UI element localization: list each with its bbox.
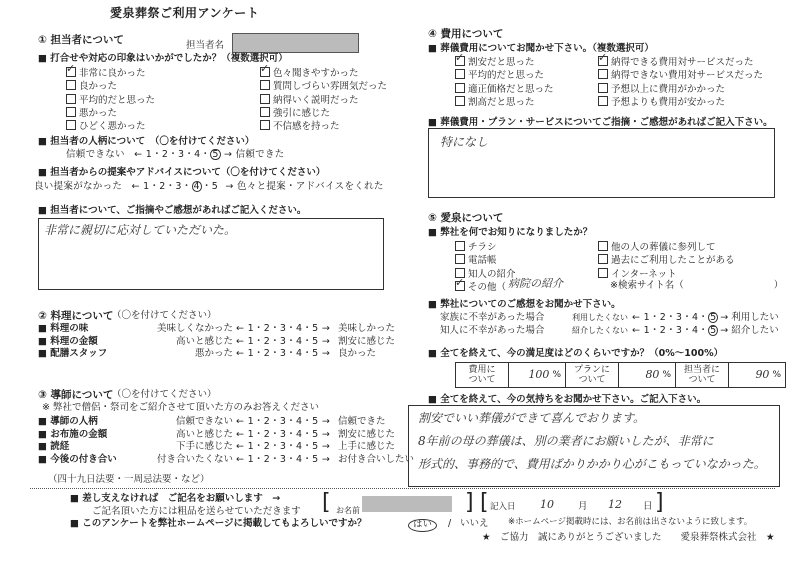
date-day-unit: 日 xyxy=(643,501,653,512)
priest-right-label: 割安に感じた xyxy=(338,428,396,440)
source-option[interactable] xyxy=(598,241,735,254)
recommend-row xyxy=(440,325,779,338)
search-site-close: ） xyxy=(773,280,784,291)
name-label: お名前 xyxy=(336,506,360,515)
food-label: ■ 料理の味 xyxy=(38,323,89,334)
cost-option[interactable] xyxy=(455,83,554,96)
priest-rows xyxy=(38,416,415,467)
source-option[interactable] xyxy=(455,254,516,267)
publish-no-option[interactable]: いいえ xyxy=(460,518,489,529)
checkbox[interactable] xyxy=(455,83,465,93)
food-right-label: 美味しかった xyxy=(338,323,396,334)
checkbox[interactable] xyxy=(598,268,608,278)
cost-option[interactable] xyxy=(455,69,554,82)
checkbox[interactable] xyxy=(260,80,270,90)
impressions-right-list xyxy=(260,67,387,133)
impression-option[interactable] xyxy=(260,80,387,93)
impression-option-label: 非常に良かった xyxy=(79,68,146,79)
cost-option-label: 割安だと思った xyxy=(468,57,535,68)
checkbox[interactable] xyxy=(598,254,608,264)
proposal-scale-post: ・5 xyxy=(201,181,219,192)
priest-label: ■ 読経 xyxy=(38,441,70,452)
priest-scale[interactable]: ← 1・2・3・4・5 → xyxy=(236,453,331,465)
satisfaction-label: 担当者に ついて xyxy=(676,363,729,387)
how-left-list xyxy=(455,241,516,294)
cost-option[interactable] xyxy=(598,69,763,82)
impression-option[interactable] xyxy=(260,107,387,120)
checkbox[interactable] xyxy=(66,94,76,104)
publish-yes-option[interactable]: はい xyxy=(408,519,437,532)
checkbox[interactable] xyxy=(455,254,465,264)
priest-label: ■ お布施の金額 xyxy=(38,428,108,440)
source-option-label: チラシ xyxy=(468,242,497,253)
satisfaction-value-cell xyxy=(619,363,676,387)
priest-right-label: 上手に感じた xyxy=(338,441,396,452)
priest-left-label: 信頼できない xyxy=(175,416,233,427)
priest-sub-note: （四十九日法要・一周忌法要・など） xyxy=(48,474,210,485)
cost-option[interactable] xyxy=(455,56,554,69)
checkbox[interactable] xyxy=(455,56,465,66)
priest-hint: （〇を付けてください） xyxy=(112,389,217,400)
recommend-circled-value[interactable]: 5 xyxy=(710,324,717,336)
source-option-label: 電話帳 xyxy=(468,255,497,267)
checkbox[interactable] xyxy=(598,56,608,66)
cost-option[interactable] xyxy=(598,96,763,109)
checkbox[interactable] xyxy=(66,107,76,117)
priest-row xyxy=(38,442,398,455)
publish-note: ※ホームページ掲載時には、お名前は出さないように致します。 xyxy=(508,517,753,527)
checkbox[interactable] xyxy=(598,96,608,106)
food-row xyxy=(38,349,398,362)
priest-row xyxy=(38,417,398,430)
impressions-left-list xyxy=(66,67,155,133)
recommend-rows xyxy=(440,312,779,337)
satisfaction-value-cell xyxy=(509,363,566,387)
final-feelings-line-3: 形式的、事務的で、費用ばかりかかり心がこもっていなかった。 xyxy=(418,457,766,471)
page-title: 愛泉葬祭ご利用アンケート xyxy=(110,6,260,20)
checkbox[interactable] xyxy=(598,83,608,93)
food-left-label: 高いと感じた xyxy=(175,335,233,347)
food-right-label: 良かった xyxy=(338,348,377,359)
impression-option-label: 強引に感じた xyxy=(273,107,331,119)
date-bracket-left: [ xyxy=(480,490,489,515)
impression-option[interactable] xyxy=(260,120,387,133)
search-site-label xyxy=(610,281,783,292)
section-cost-header: ④ 費用について xyxy=(428,28,504,40)
checkbox[interactable] xyxy=(66,67,76,77)
staff-name-label: 担当者名 xyxy=(186,40,225,51)
checkbox[interactable] xyxy=(455,96,465,106)
section-priest-header: ③ 導師について xyxy=(38,389,114,401)
q-personality: ■ 担当者の人柄について （〇を付けてください） xyxy=(38,137,254,148)
source-option[interactable] xyxy=(598,268,735,281)
source-option-label: 知人の紹介 xyxy=(468,268,516,280)
search-site-text: ※検索サイト名（ xyxy=(610,280,684,291)
food-scale[interactable]: ← 1・2・3・4・5 → xyxy=(236,348,331,359)
food-scale[interactable]: ← 1・2・3・4・5 → xyxy=(236,323,331,334)
priest-right-label: お付き合いしたい xyxy=(338,453,415,465)
personality-circled-value[interactable]: 5 xyxy=(212,149,219,160)
cost-option[interactable] xyxy=(598,56,763,69)
impression-option[interactable] xyxy=(260,94,387,107)
recommend-label: 知人に不幸があった場合 xyxy=(440,324,545,336)
checkbox[interactable] xyxy=(66,80,76,90)
section-food-header: ② 料理について xyxy=(38,310,114,322)
cost-comment-handwriting: 特になし xyxy=(440,135,489,149)
cost-option-label: 予想よりも費用が安かった xyxy=(611,96,726,108)
date-label: 記入日 xyxy=(490,502,516,512)
cost-option-label: 適正価格だと思った xyxy=(468,83,554,95)
publish-slash: / xyxy=(448,518,452,529)
satisfaction-unit: % xyxy=(662,369,671,380)
impression-option-label: 良かった xyxy=(79,81,118,93)
impression-option[interactable] xyxy=(66,67,155,80)
priest-left-label: 下手に感じた xyxy=(175,441,233,452)
date-month-unit: 月 xyxy=(578,501,588,512)
impression-option-label: 不信感を持った xyxy=(273,121,340,133)
impression-option-label: 悪かった xyxy=(79,107,118,119)
recommend-right-label: → 利用したい xyxy=(720,312,779,323)
proposal-scale-pre: ← 1・2・3・ xyxy=(131,181,192,192)
checkbox[interactable] xyxy=(455,281,465,291)
source-option-label: 他の人の葬儀に参列して xyxy=(611,242,716,253)
priest-scale[interactable]: ← 1・2・3・4・5 → xyxy=(236,416,331,427)
impression-option[interactable] xyxy=(260,67,387,80)
satisfaction-table xyxy=(455,362,786,388)
proposal-circled-value[interactable]: 4 xyxy=(193,181,200,192)
food-label: ■ 料理の金額 xyxy=(38,335,98,347)
cost-option-label: 平均的だと思った xyxy=(468,70,545,82)
satisfaction-unit: % xyxy=(552,369,561,380)
q-publish: ■ このアンケートを弊社ホームページに掲載してもよろしいですか？ xyxy=(70,519,367,530)
satisfaction-label: 費用に ついて xyxy=(456,363,509,387)
proposal-scale xyxy=(34,181,384,193)
priest-row xyxy=(38,453,415,468)
impression-option[interactable] xyxy=(66,94,155,107)
name-bracket-left: [ xyxy=(322,490,331,515)
recommend-left-label: 紹介したくない xyxy=(572,325,628,335)
cost-option-label: 納得できない費用対サービスだった xyxy=(611,70,764,82)
food-left-label: 悪かった xyxy=(194,348,233,359)
satisfaction-value[interactable]: 90 xyxy=(755,367,770,381)
cost-option[interactable] xyxy=(598,83,763,96)
source-option[interactable] xyxy=(455,241,516,254)
checkbox[interactable] xyxy=(260,67,270,77)
food-left-label: 美味しくなかった xyxy=(156,323,233,334)
source-option[interactable] xyxy=(455,281,516,294)
food-rows xyxy=(38,324,398,362)
q-cost-comments: ■ 葬儀費用・プラン・サービスについてご指摘・ご感想があればご記入下さい。 xyxy=(428,118,773,129)
recommend-left-label: 利用したくない xyxy=(572,313,628,322)
priest-scale[interactable]: ← 1・2・3・4・5 → xyxy=(236,441,331,452)
q-recommend: ■ 弊社についてのご感想をお聞かせ下さい。 xyxy=(428,300,621,311)
priest-label: ■ 今後の付き合い xyxy=(38,453,117,465)
recommend-label: 家族に不幸があった場合 xyxy=(440,312,545,323)
impression-option-label: 平均的だと思った xyxy=(79,94,156,106)
recommend-scale: ← 1・2・3・4・ xyxy=(632,312,709,323)
personality-scale xyxy=(66,149,285,161)
cost-option-label: 納得できる費用対サービスだった xyxy=(611,57,754,68)
priest-note: ※ 弊社で僧侶・祭司をご紹介させて頂いた方のみお答えください xyxy=(42,402,319,413)
food-label: ■ 配膳スタッフ xyxy=(38,348,108,359)
checkbox[interactable] xyxy=(598,69,608,79)
final-feelings-line-2: 8年前の母の葬儀は、別の業者にお願いしたが、非常に xyxy=(418,434,714,448)
personality-left-label: 信頼できない xyxy=(66,149,125,160)
priest-label: ■ 導師の人柄 xyxy=(38,416,98,427)
date-bracket-right: ] xyxy=(655,490,664,515)
source-option-label: その他（ xyxy=(468,281,507,293)
recommend-scale: ← 1・2・3・4・ xyxy=(632,324,709,336)
q-name-sub: ご記名頂いた方には粗品を送らせていただきます xyxy=(92,506,301,517)
q-how-known: ■ 弊社を何でお知りになりましたか？ xyxy=(428,228,592,239)
q-impression: ■ 打合せや対応の印象はいかがでしたか？（複数選択可） xyxy=(38,54,288,65)
satisfaction-value-cell xyxy=(729,363,785,387)
food-scale[interactable]: ← 1・2・3・4・5 → xyxy=(236,335,331,347)
source-option-label: 過去にご利用したことがある xyxy=(611,255,735,267)
food-row xyxy=(38,324,398,337)
footer-divider xyxy=(30,488,775,489)
checkbox[interactable] xyxy=(260,94,270,104)
cost-left-list xyxy=(455,56,554,109)
impression-option[interactable] xyxy=(66,80,155,93)
proposal-right-label: → 色々と提案・アドバイスをくれた xyxy=(225,181,384,192)
food-hint: （〇を付けてください） xyxy=(112,310,217,321)
name-field[interactable] xyxy=(362,496,452,512)
priest-right-label: 信頼できた xyxy=(338,416,386,427)
cost-right-list xyxy=(598,56,763,109)
final-feelings-line-1: 割安でいい葬儀ができて喜んでおります。 xyxy=(418,411,646,425)
other-source-handwriting: 病院の紹介 xyxy=(508,277,563,290)
recommend-row xyxy=(440,312,779,325)
satisfaction-value[interactable]: 80 xyxy=(645,367,660,381)
date-day-value[interactable]: 12 xyxy=(608,498,622,511)
staff-name-field[interactable] xyxy=(232,33,359,53)
priest-left-label: 高いと感じた xyxy=(175,428,233,440)
section-staff-header: ① 担当者について xyxy=(38,34,124,46)
proposal-left-label: 良い提案がなかった xyxy=(34,181,123,192)
section-aisen-header: ⑤ 愛泉について xyxy=(428,212,504,224)
q-satisfaction: ■ 全てを終えて、今の満足度はどのくらいですか？（0%〜100%） xyxy=(428,349,723,360)
q-staff-comments: ■ 担当者について、ご指摘やご感想があればご記入ください。 xyxy=(38,206,306,217)
checkbox[interactable] xyxy=(455,241,465,251)
date-month-value[interactable]: 10 xyxy=(540,498,554,511)
priest-scale[interactable]: ← 1・2・3・4・5 → xyxy=(236,428,331,440)
cost-option[interactable] xyxy=(455,96,554,109)
impression-option[interactable] xyxy=(66,107,155,120)
satisfaction-value[interactable]: 100 xyxy=(528,367,550,381)
source-option[interactable] xyxy=(598,254,735,267)
priest-left-label: 付き合いたくない xyxy=(156,453,233,465)
checkbox[interactable] xyxy=(66,120,76,130)
satisfaction-label: プランに ついて xyxy=(566,363,619,387)
impression-option-label: ひどく悪かった xyxy=(79,121,146,133)
source-option-label: インターネット xyxy=(611,268,677,280)
personality-right-label: → 信頼できた xyxy=(224,149,285,160)
impression-option-label: 質問しづらい雰囲気だった xyxy=(273,81,388,93)
cost-option-label: 予想以上に費用がかかった xyxy=(611,83,726,95)
checkbox[interactable] xyxy=(455,69,465,79)
recommend-circled-value[interactable]: 5 xyxy=(710,312,717,323)
name-bracket-right: ] xyxy=(465,490,474,515)
satisfaction-unit: % xyxy=(772,369,781,380)
personality-scale-pre: ← 1・2・3・4・ xyxy=(134,149,211,160)
q-cost: ■ 葬儀費用についてお聞かせ下さい。（複数選択可） xyxy=(428,44,654,55)
checkbox[interactable] xyxy=(260,107,270,117)
food-right-label: 割安に感じた xyxy=(338,335,396,347)
q-final-feelings: ■ 全てを終えて、今の気持ちをお聞かせ下さい。ご記入下さい。 xyxy=(428,395,706,406)
q-proposal: ■ 担当者からの提案やアドバイスについて（〇を付けてください） xyxy=(38,168,325,179)
impression-option-label: 納得いく説明だった xyxy=(273,94,359,106)
recommend-right-label: → 紹介したい xyxy=(720,324,779,336)
impression-option-label: 色々聞きやすかった xyxy=(273,68,359,79)
how-right-list xyxy=(598,241,735,281)
checkbox[interactable] xyxy=(260,120,270,130)
staff-comment-handwriting: 非常に親切に応対していただいた。 xyxy=(44,223,237,237)
cost-option-label: 割高だと思った xyxy=(468,96,535,108)
q-name: ■ 差し支えなければ ご記名をお願いします → xyxy=(70,494,280,505)
impression-option[interactable] xyxy=(66,120,155,133)
thanks-line: ★ ご協力 誠にありがとうございました 愛泉葬祭株式会社 ★ xyxy=(482,532,775,543)
checkbox[interactable] xyxy=(598,241,608,251)
